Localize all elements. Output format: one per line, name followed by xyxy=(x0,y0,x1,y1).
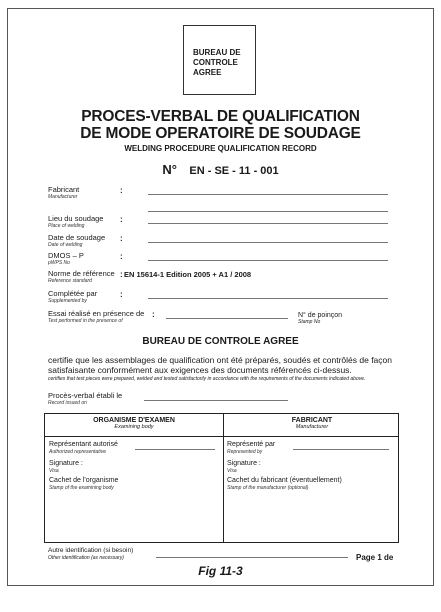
examining-body-header xyxy=(45,417,223,430)
manufacturer-signature xyxy=(227,460,261,474)
field-entry-line[interactable] xyxy=(148,223,388,224)
header-label: FABRICANT xyxy=(291,417,333,424)
record-number xyxy=(0,161,441,179)
cell-sublabel: Visa xyxy=(49,468,59,474)
cell-label: Représentant autorisé xyxy=(49,441,118,448)
stamp-line: AGREE xyxy=(193,68,222,77)
field-sublabel: Date of welding xyxy=(48,242,83,248)
field-sublabel: Reference standard xyxy=(48,278,92,284)
cell-entry-line[interactable] xyxy=(135,449,215,450)
field-entry-line[interactable] xyxy=(148,260,388,261)
stamp-line: BUREAU DE xyxy=(193,48,241,57)
field-label: Procès-verbal établi le xyxy=(48,391,123,400)
manufacturer-header xyxy=(223,417,401,430)
cell-label: Signature : xyxy=(49,460,83,467)
field-label: DMOS – P xyxy=(48,251,84,260)
field-supplemented-by: Complétée par Supplemented by : xyxy=(48,290,388,308)
field-sublabel: Supplemented by xyxy=(48,298,87,304)
field-reference-standard: Norme de référence Reference standard : EN 15614-1 Edition 2005 + A1 / 2008 xyxy=(48,269,252,284)
field-sublabel: pWPS No xyxy=(48,260,70,266)
approved-bureau-stamp-box xyxy=(183,25,256,95)
field-entry-line[interactable] xyxy=(148,298,388,299)
stamp-number xyxy=(298,312,342,325)
cell-sublabel: Represented by xyxy=(227,449,263,455)
field-place-of-welding: Lieu du soudage Place of welding : xyxy=(48,215,388,233)
field-test-presence: Essai réalisé en présence de Test performed in the presence of : xyxy=(48,310,298,328)
stamp-number-sublabel: Stamp No xyxy=(298,319,321,325)
field-sublabel: Test performed in the presence of xyxy=(48,318,123,324)
authorized-representative xyxy=(49,441,219,455)
field-label: Complétée par xyxy=(48,289,98,298)
field-value: EN 15614-1 Edition 2005 + A1 / 2008 xyxy=(124,270,252,279)
other-identification-line[interactable] xyxy=(156,557,348,558)
bureau-heading: BUREAU DE CONTROLE AGREE xyxy=(142,336,299,347)
field-entry-line[interactable] xyxy=(166,318,288,319)
other-identification-label: Autre identification (si besoin) xyxy=(48,547,134,554)
field-entry-line[interactable] xyxy=(144,400,288,401)
cell-label: Signature : xyxy=(227,460,261,467)
field-date-of-welding: Date de soudage Date of welding : xyxy=(48,234,388,252)
field-label: Norme de référence xyxy=(48,269,115,278)
certification-text-en: certifies that test pieces were prepared, welded and tested satisfactorily in accordance with the requirements of the documents indicated above. xyxy=(48,376,366,382)
record-number-value: EN - SE - 11 - 001 xyxy=(189,165,279,177)
field-sublabel: Place of welding xyxy=(48,223,85,229)
field-entry-line[interactable] xyxy=(148,242,388,243)
cell-entry-line[interactable] xyxy=(293,449,389,450)
field-sublabel: Record issued on xyxy=(48,400,87,406)
manufacturer-stamp xyxy=(227,477,342,491)
field-entry-line[interactable] xyxy=(148,194,388,195)
signature-table xyxy=(44,413,399,543)
record-number-prefix: N° xyxy=(162,162,177,177)
cell-sublabel: Authorized representative xyxy=(49,449,106,455)
document-title-line1: PROCES-VERBAL DE QUALIFICATION xyxy=(81,108,360,125)
cell-label: Cachet du fabricant (éventuellement) xyxy=(227,477,342,484)
field-manufacturer: Fabricant Manufacturer : xyxy=(48,186,388,204)
other-identification-sublabel: Other identification (as necessary) xyxy=(48,555,124,561)
cell-label: Cachet de l'organisme xyxy=(49,477,119,484)
cell-sublabel: Stamp of the manufacturer (optional) xyxy=(227,485,309,491)
field-label: Date de soudage xyxy=(48,233,106,242)
cell-sublabel: Stamp of the examining body xyxy=(49,485,114,491)
header-sublabel: Examining body xyxy=(114,424,154,430)
field-label: Lieu du soudage xyxy=(48,214,104,223)
field-sublabel: Manufacturer xyxy=(48,194,78,200)
header-label: ORGANISME D'EXAMEN xyxy=(93,417,175,424)
represented-by xyxy=(227,441,397,455)
stamp-line: CONTROLE xyxy=(193,58,238,67)
document-title-line2: DE MODE OPERATOIRE DE SOUDAGE xyxy=(80,125,361,142)
header-sublabel: Manufacturer xyxy=(295,424,329,430)
cell-sublabel: Visa xyxy=(227,468,237,474)
stamp-number-label: N° de poinçon xyxy=(298,312,343,319)
cell-label: Représenté par xyxy=(227,441,276,448)
field-entry-line[interactable] xyxy=(148,211,388,212)
field-pwps-no: DMOS – P pWPS No : xyxy=(48,252,388,270)
examiner-signature xyxy=(49,460,83,474)
field-record-issued xyxy=(48,392,298,410)
certification-text-fr: certifie que les assemblages de qualification ont été préparés, soudés et contrôlés de façon satisfaisante conformément aux exigences des documents référencés ci-dessus. xyxy=(48,355,392,375)
field-label: Fabricant xyxy=(48,185,80,194)
examining-body-stamp xyxy=(49,477,118,491)
field-label: Essai réalisé en présence de xyxy=(48,309,145,318)
document-subtitle: WELDING PROCEDURE QUALIFICATION RECORD xyxy=(124,144,317,153)
page-indicator: Page 1 de xyxy=(356,553,394,562)
figure-caption: Fig 11-3 xyxy=(198,564,243,578)
